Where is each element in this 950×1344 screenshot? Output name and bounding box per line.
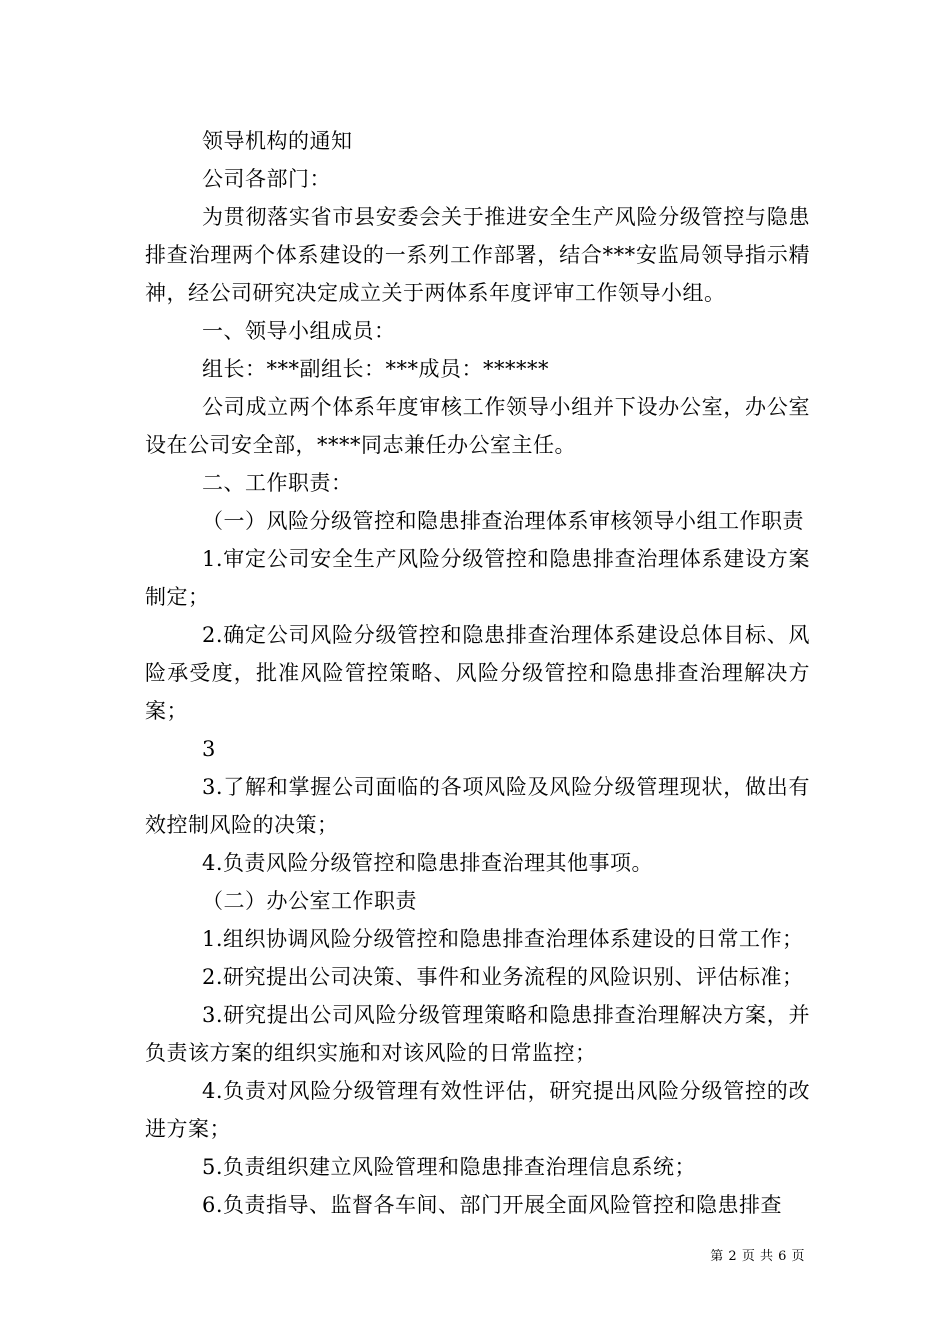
paragraph: 5.负责组织建立风险管理和隐患排查治理信息系统； (202, 1155, 697, 1179)
paragraph: 3 (202, 737, 216, 761)
paragraph: 3.研究提出公司风险分级管理策略和隐患排查治理解决方案，并负责该方案的组织实施和对该风险的日常监控； (145, 1003, 810, 1065)
paragraph: 公司成立两个体系年度审核工作领导小组并下设办公室，办公室设在公司安全部，****同志兼任办公室主任。 (145, 395, 810, 457)
paragraph: 公司各部门： (202, 167, 331, 191)
paragraph: 1.审定公司安全生产风险分级管控和隐患排查治理体系建设方案制定； (145, 547, 810, 609)
paragraph: 2.确定公司风险分级管控和隐患排查治理体系建设总体目标、风险承受度，批准风险管控策略、风险分级管控和隐患排查治理解决方案； (145, 623, 810, 723)
paragraph: 1.组织协调风险分级管控和隐患排查治理体系建设的日常工作； (202, 927, 804, 951)
paragraph: （二）办公室工作职责 (202, 889, 417, 913)
paragraph: 4.负责对风险分级管理有效性评估，研究提出风险分级管控的改进方案； (145, 1079, 810, 1141)
paragraph: 组长：***副组长：***成员：****** (202, 357, 549, 381)
paragraph: 领导机构的通知 (202, 129, 353, 153)
paragraph: 为贯彻落实省市县安委会关于推进安全生产风险分级管控与隐患排查治理两个体系建设的一系列工作部署，结合***安监局领导指示精神，经公司研究决定成立关于两体系年度评审工作领导小组。 (145, 205, 810, 305)
document-body (145, 122, 810, 1224)
paragraph: 3.了解和掌握公司面临的各项风险及风险分级管理现状，做出有效控制风险的决策； (145, 775, 810, 837)
paragraph: 6.负责指导、监督各车间、部门开展全面风险管控和隐患排查 (202, 1193, 783, 1217)
paragraph: 2.研究提出公司决策、事件和业务流程的风险识别、评估标准； (202, 965, 804, 989)
paragraph: 二、工作职责： (202, 471, 353, 495)
paragraph: 一、领导小组成员： (202, 319, 396, 343)
paragraph: 4.负责风险分级管控和隐患排查治理其他事项。 (202, 851, 654, 875)
page-number-footer: 第 2 页 共 6 页 (710, 1249, 805, 1264)
paragraph: （一）风险分级管控和隐患排查治理体系审核领导小组工作职责 (202, 509, 804, 533)
